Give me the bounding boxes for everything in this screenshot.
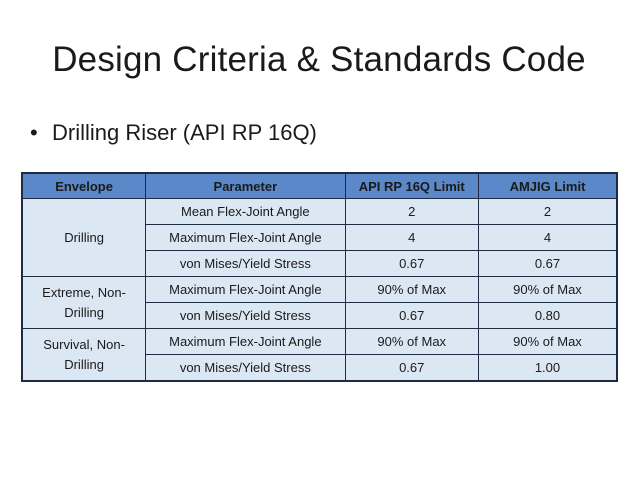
parameter-cell: von Mises/Yield Stress	[146, 355, 345, 382]
criteria-table	[21, 172, 618, 382]
slide-title: Design Criteria & Standards Code	[52, 40, 586, 79]
amjig-limit-cell: 4	[478, 225, 617, 251]
amjig-limit-cell: 90% of Max	[478, 277, 617, 303]
envelope-cell-drilling: Drilling	[22, 199, 146, 277]
api-limit-cell: 0.67	[345, 251, 478, 277]
table-row	[22, 329, 617, 355]
table-header-row	[22, 173, 617, 199]
amjig-limit-cell: 0.67	[478, 251, 617, 277]
table-row	[22, 199, 617, 225]
bullet-text: Drilling Riser (API RP 16Q)	[52, 120, 317, 145]
bullet-item	[30, 120, 317, 146]
amjig-limit-cell: 0.80	[478, 303, 617, 329]
parameter-cell: von Mises/Yield Stress	[146, 251, 345, 277]
envelope-line: Drilling	[64, 304, 104, 320]
amjig-limit-cell: 1.00	[478, 355, 617, 382]
parameter-cell: Maximum Flex-Joint Angle	[146, 277, 345, 303]
header-parameter: Parameter	[146, 173, 345, 199]
header-envelope: Envelope	[22, 173, 146, 199]
api-limit-cell: 2	[345, 199, 478, 225]
envelope-cell-survival	[22, 329, 146, 382]
bullet-marker: •	[30, 120, 38, 145]
envelope-line: Extreme, Non-	[42, 284, 126, 300]
api-limit-cell: 90% of Max	[345, 277, 478, 303]
envelope-line: Survival, Non-	[43, 336, 125, 352]
api-limit-cell: 4	[345, 225, 478, 251]
parameter-cell: von Mises/Yield Stress	[146, 303, 345, 329]
parameter-cell: Maximum Flex-Joint Angle	[146, 225, 345, 251]
api-limit-cell: 0.67	[345, 303, 478, 329]
envelope-cell-extreme	[22, 277, 146, 329]
api-limit-cell: 0.67	[345, 355, 478, 382]
header-amjig-limit: AMJIG Limit	[478, 173, 617, 199]
table-row	[22, 277, 617, 303]
api-limit-cell: 90% of Max	[345, 329, 478, 355]
parameter-cell: Maximum Flex-Joint Angle	[146, 329, 345, 355]
header-api-limit: API RP 16Q Limit	[345, 173, 478, 199]
parameter-cell: Mean Flex-Joint Angle	[146, 199, 345, 225]
amjig-limit-cell: 90% of Max	[478, 329, 617, 355]
amjig-limit-cell: 2	[478, 199, 617, 225]
envelope-line: Drilling	[64, 356, 104, 372]
